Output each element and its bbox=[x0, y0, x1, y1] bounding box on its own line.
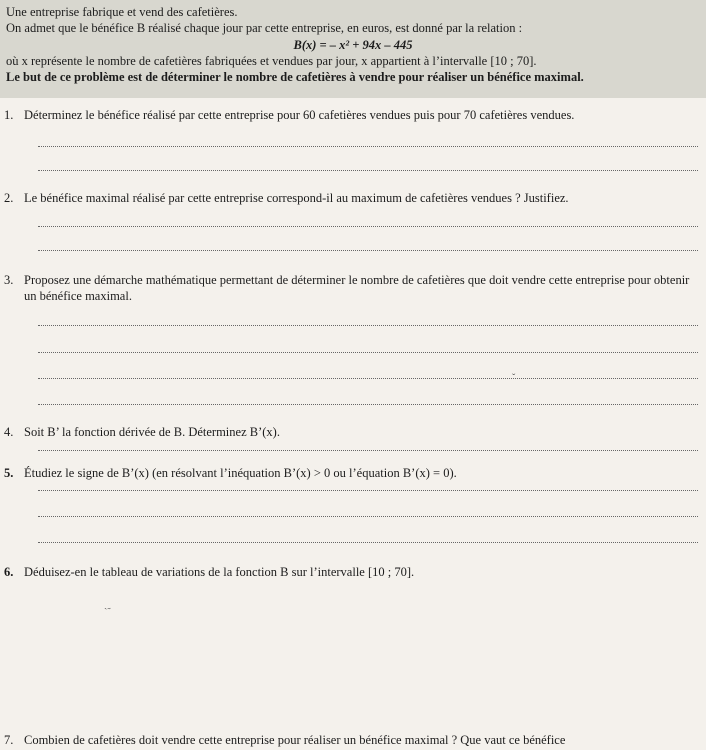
question-text: Combien de cafetières doit vendre cette entreprise pour réaliser un bénéfice maximal ? Que vaut ce bénéfice bbox=[24, 733, 566, 747]
intro-line-1: Une entreprise fabrique et vend des cafetières. bbox=[6, 5, 238, 19]
answer-line[interactable] bbox=[38, 404, 698, 405]
problem-statement bbox=[0, 0, 706, 98]
benefit-formula: B(x) = – x² + 94x – 445 bbox=[293, 37, 413, 52]
intro-line-3: où x représente le nombre de cafetières fabriquées et vendues par jour, x appartient à l’intervalle [10 ; 70]. bbox=[6, 53, 537, 68]
question-text: Soit B’ la fonction dérivée de B. Déterminez B’(x). bbox=[24, 425, 280, 439]
question-text: Proposez une démarche mathématique permettant de déterminer le nombre de cafetières que doit vendre cette entreprise pour obtenir un bénéfice maximal. bbox=[24, 273, 690, 304]
pen-mark: ˇ bbox=[512, 373, 516, 384]
intro-line-2: On admet que le bénéfice B réalisé chaque jour par cette entreprise, en euros, est donné par la relation : bbox=[6, 21, 523, 36]
question-text: Déduisez-en le tableau de variations de la fonction B sur l’intervalle [10 ; 70]. bbox=[24, 565, 415, 579]
problem-goal: Le but de ce problème est de déterminer le nombre de cafetières à vendre pour réaliser un bénéfice maximal. bbox=[6, 70, 584, 84]
answer-line[interactable] bbox=[38, 146, 698, 147]
answer-line[interactable] bbox=[38, 170, 698, 171]
question-number: 5. bbox=[4, 466, 14, 480]
question-number: 6. bbox=[4, 565, 14, 579]
answer-line[interactable] bbox=[38, 352, 698, 353]
answer-line[interactable] bbox=[38, 325, 698, 326]
answer-line[interactable] bbox=[38, 516, 698, 517]
answer-line[interactable] bbox=[38, 378, 698, 379]
question-number: 2. bbox=[4, 191, 14, 205]
question-number: 4. bbox=[4, 425, 14, 439]
question-text: Étudiez le signe de B’(x) (en résolvant l’inéquation B’(x) > 0 ou l’équation B’(x) = 0). bbox=[24, 466, 457, 480]
pen-mark: ˎ˷ bbox=[104, 599, 111, 610]
question-text: Le bénéfice maximal réalisé par cette entreprise correspond-il au maximum de cafetières vendues ? Justifiez. bbox=[24, 191, 569, 205]
question-text: Déterminez le bénéfice réalisé par cette entreprise pour 60 cafetières vendues puis pour 70 cafetières vendues. bbox=[24, 108, 575, 122]
question-number: 1. bbox=[4, 108, 14, 122]
answer-line[interactable] bbox=[38, 250, 698, 251]
answer-line[interactable] bbox=[38, 490, 698, 491]
answer-line[interactable] bbox=[38, 226, 698, 227]
question-number: 3. bbox=[4, 273, 14, 287]
answer-line[interactable] bbox=[38, 450, 698, 451]
question-number: 7. bbox=[4, 733, 14, 747]
answer-line[interactable] bbox=[38, 542, 698, 543]
